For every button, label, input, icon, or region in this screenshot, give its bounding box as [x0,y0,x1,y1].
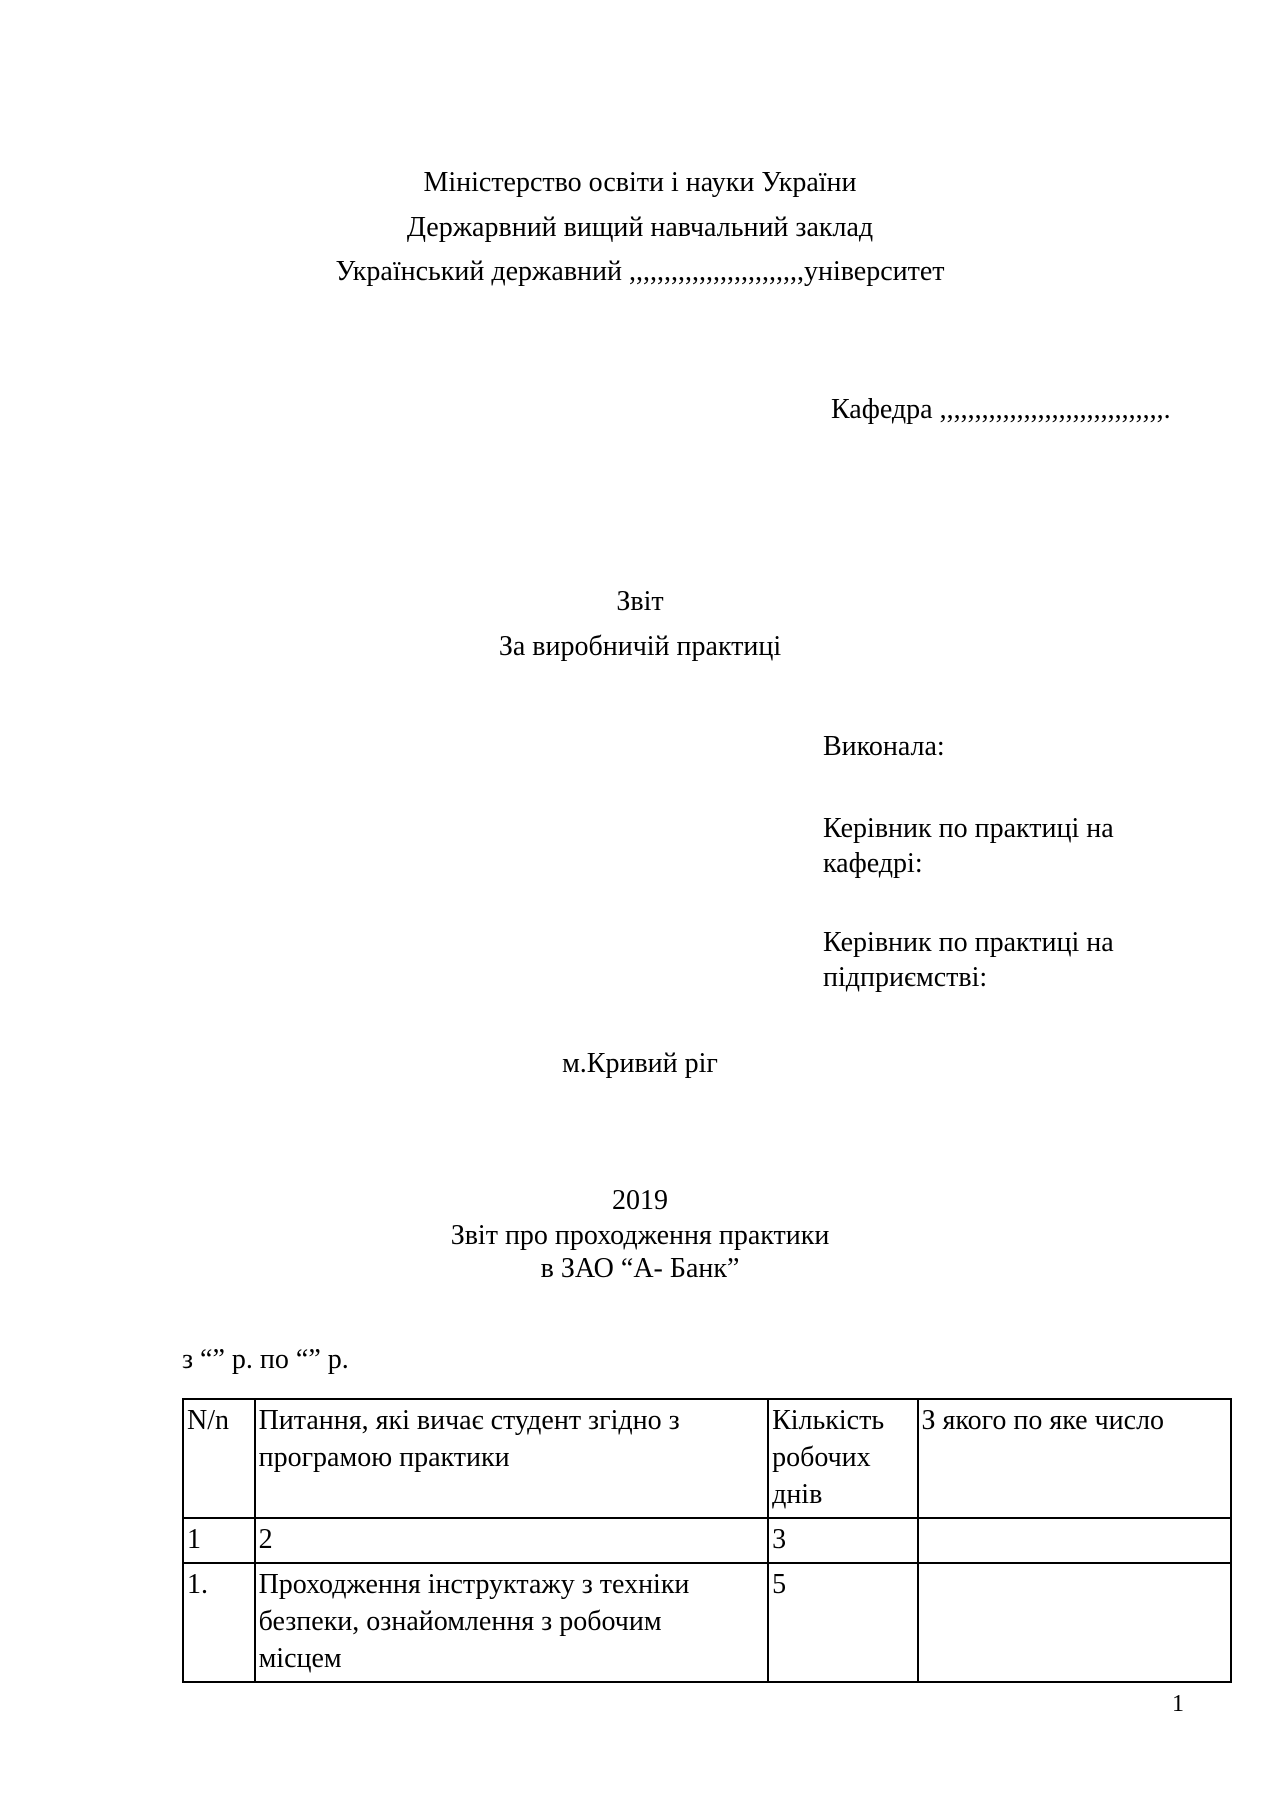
year-label: 2019 [612,1185,668,1216]
table-cell: 1 [183,1518,255,1563]
table-index-row [183,1518,1231,1563]
table-cell: 3 [768,1518,917,1563]
header-cell-days: Кількість робочих днів [768,1399,917,1518]
institution-heading: Держарвний вищий навчальний заклад [406,212,874,243]
performed-by-label: Виконала: [823,731,945,762]
table-cell-days: 5 [768,1563,917,1682]
supervisor-company-label-line1: Керівник по практиці на [823,927,1114,958]
ministry-heading: Міністерство освіти і науки України [423,167,857,198]
table-cell [918,1518,1232,1563]
table-header-row [183,1399,1231,1518]
page-number: 1 [1172,1691,1184,1717]
header-cell-topic: Питання, які вичає студент згідно з програмою практики [255,1399,769,1518]
practice-title-line2: в ЗАО “А- Банк” [540,1253,740,1284]
table-cell: 2 [255,1518,769,1563]
supervisor-dept-label-line1: Керівник по практиці на [823,813,1114,844]
table-cell-dates [918,1563,1232,1682]
department-line: Кафедра ,,,,,,,,,,,,,,,,,,,,,,,,,,,,,,,,. [831,394,1171,425]
city-label: м.Кривий ріг [562,1048,718,1079]
table-row [183,1563,1231,1682]
practice-plan-table [182,1398,1232,1683]
practice-period: з “” р. по “” р. [182,1344,349,1375]
header-cell-num: N/n [183,1399,255,1518]
supervisor-company-label-line2: підприємстві: [823,962,988,993]
university-heading: Український державний ,,,,,,,,,,,,,,,,,,,,,,,,,університет [335,256,945,287]
practice-title-line1: Звіт про проходження практики [450,1220,830,1251]
report-subtitle: За виробничій практиці [498,631,782,662]
supervisor-dept-label-line2: кафедрі: [823,848,923,879]
report-title: Звіт [616,586,664,617]
header-cell-dates: З якого по яке число [918,1399,1232,1518]
table-cell-topic: Проходження інструктажу з техніки безпеки, ознайомлення з робочим місцем [255,1563,769,1682]
table-cell-num: 1. [183,1563,255,1682]
